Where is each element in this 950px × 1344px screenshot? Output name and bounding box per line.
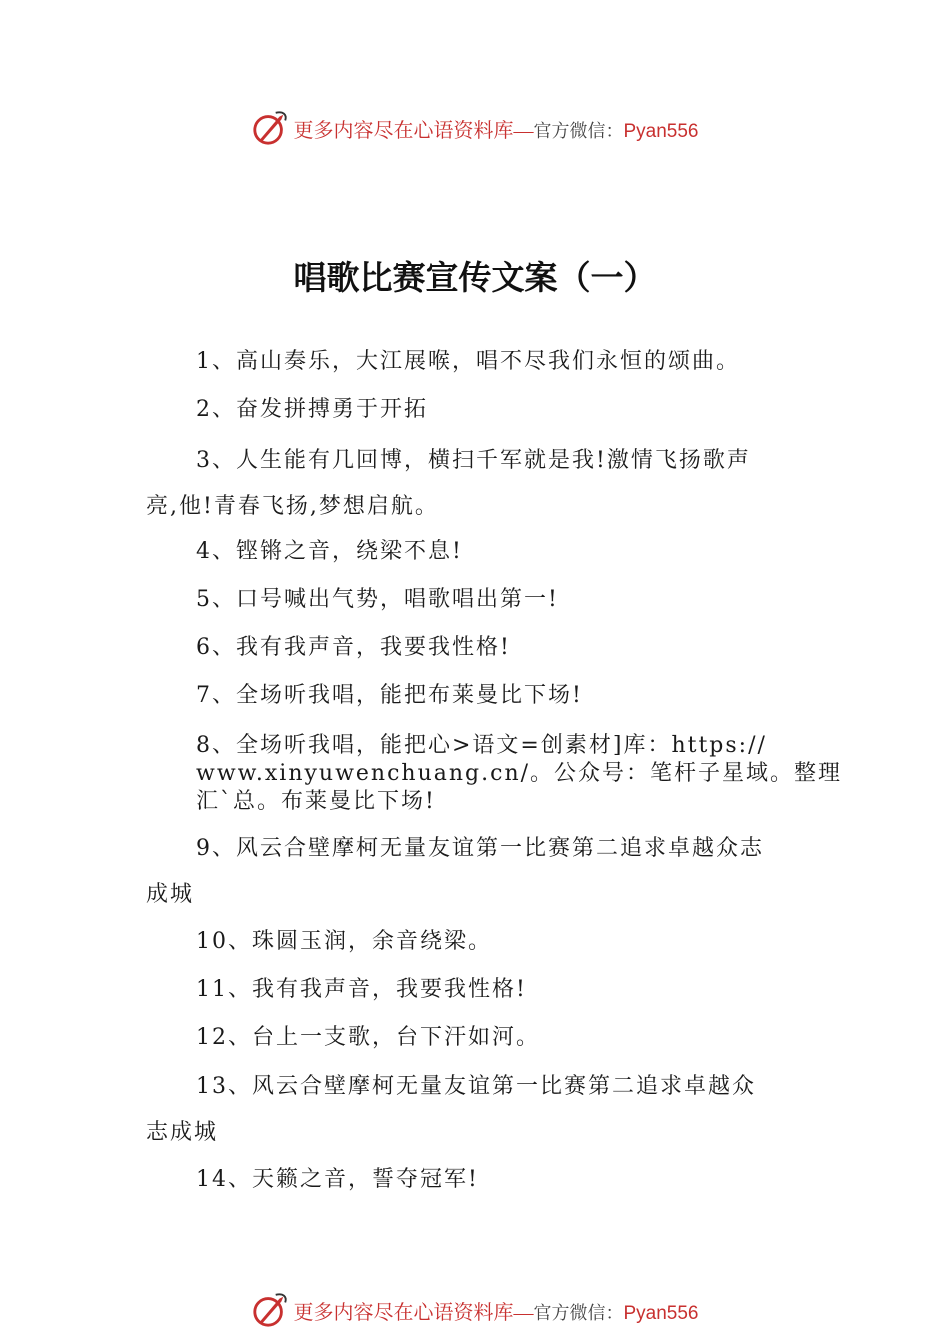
footer-wechat-label: 官方微信： xyxy=(533,1302,624,1323)
header-banner-text xyxy=(293,114,698,143)
list-item: 10、珠圆玉润，余音绕梁。 xyxy=(196,929,492,954)
footer-banner xyxy=(0,1290,950,1330)
list-item: 2、奋发拼搏勇于开拓 xyxy=(196,397,428,422)
header-banner-main: 更多内容尽在心语资料库— xyxy=(293,119,534,142)
list-item: 6、我有我声音，我要我性格! xyxy=(196,635,511,660)
header-banner xyxy=(0,108,950,148)
footer-wechat-id: Pyan556 xyxy=(623,1302,699,1324)
list-item: 5、口号喊出气势，唱歌唱出第一! xyxy=(196,587,559,612)
header-wechat-label: 官方微信： xyxy=(533,120,624,141)
list-item: 13、风云合壁摩柯无量友谊第一比赛第二追求卓越众 志成城 xyxy=(146,1074,756,1145)
list-item: 9、风云合壁摩柯无量友谊第一比赛第二追求卓越众志 成城 xyxy=(146,836,764,907)
list-item: 3、人生能有几回博，横扫千军就是我!激情飞扬歌声 亮,他!青春飞扬,梦想启航。 xyxy=(146,448,751,519)
list-item: 14、天籁之音，誓夺冠军! xyxy=(196,1167,479,1192)
page-title: 唱歌比赛宣传文案（一） xyxy=(293,258,657,297)
header-wechat-id: Pyan556 xyxy=(623,120,699,142)
footer-banner-text xyxy=(293,1296,698,1325)
quill-logo-icon xyxy=(251,1291,289,1329)
list-item: 11、我有我声音，我要我性格! xyxy=(196,977,527,1002)
list-item: 4、铿锵之音，绕梁不息! xyxy=(196,539,463,564)
footer-banner-main: 更多内容尽在心语资料库— xyxy=(293,1301,534,1324)
list-item: 1、高山奏乐，大江展喉，唱不尽我们永恒的颂曲。 xyxy=(196,349,740,374)
list-item: 7、全场听我唱，能把布莱曼比下场! xyxy=(196,683,583,708)
quill-logo-icon xyxy=(251,109,289,147)
list-item: 8、全场听我唱，能把心>语文=创素材]库：https:// www.xinyuwenchuang.cn/。公众号：笔杆子星域。整理 汇`总。布莱曼比下场! xyxy=(196,733,843,814)
list-item: 12、台上一支歌，台下汗如河。 xyxy=(196,1025,540,1050)
